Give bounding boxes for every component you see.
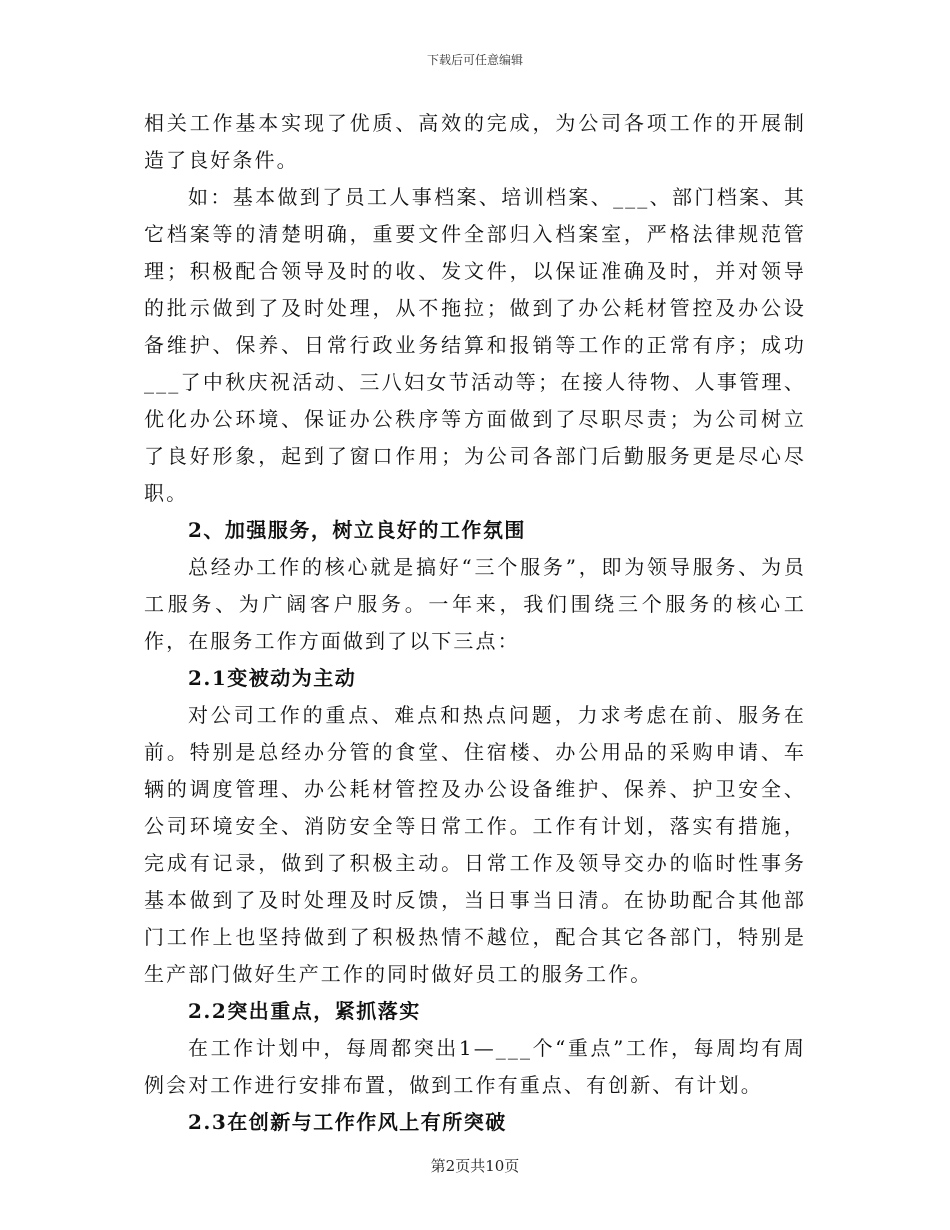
paragraph-examples: 如：基本做到了员工人事档案、培训档案、___、部门档案、其它档案等的清楚明确，重要文件全部归入档案室，严格法律规范管理；积极配合领导及时的收、发文件，以保证准确及时，并对领导的批示做到了及时处理，从不拖拉；做到了办公耗材管控及办公设备维护、保养、日常行政业务结算和报销等工作的正常有序；成功___了中秋庆祝活动、三八妇女节活动等；在接人待物、人事管理、优化办公环境、保证办公秩序等方面做到了尽职尽责；为公司树立了良好形象，起到了窗口作用；为公司各部门后勤服务更是尽心尽职。 <box>144 185 806 505</box>
subsection-heading-2-2: 2.2突出重点，紧抓落实 <box>188 999 421 1023</box>
page-number-footer: 第2页共10页 <box>430 1157 520 1175</box>
paragraph-proactive: 对公司工作的重点、难点和热点问题，力求考虑在前、服务在前。特别是总经办分管的食堂、住宿楼、办公用品的采购申请、车辆的调度管理、办公耗材管控及办公设备维护、保养、护卫安全、公司环境安全、消防安全等日常工作。工作有计划，落实有措施，完成有记录，做到了积极主动。日常工作及领导交办的临时性事务基本做到了及时处理及时反馈，当日事当日清。在协助配合其他部门工作上也坚持做到了积极热情不越位，配合其它各部门，特别是生产部门做好生产工作的同时做好员工的服务工作。 <box>144 703 806 986</box>
document-body <box>144 105 806 1141</box>
subsection-heading-2-3: 2.3在创新与工作作风上有所突破 <box>188 1110 507 1134</box>
subsection-heading-2-1: 2.1变被动为主动 <box>188 666 357 690</box>
page-header-note: 下载后可任意编辑 <box>426 53 523 67</box>
paragraph-continuation: 相关工作基本实现了优质、高效的完成，为公司各项工作的开展制造了良好条件。 <box>144 111 806 172</box>
section-heading-2: 2、加强服务，树立良好的工作氛围 <box>188 518 526 542</box>
paragraph-key-points: 在工作计划中，每周都突出1—___个“重点”工作，每周均有周例会对工作进行安排布置，做到工作有重点、有创新、有计划。 <box>144 1036 806 1097</box>
paragraph-three-services: 总经办工作的核心就是搞好“三个服务”，即为领导服务、为员工服务、为广阔客户服务。一年来，我们围绕三个服务的核心工作，在服务工作方面做到了以下三点： <box>144 555 806 653</box>
